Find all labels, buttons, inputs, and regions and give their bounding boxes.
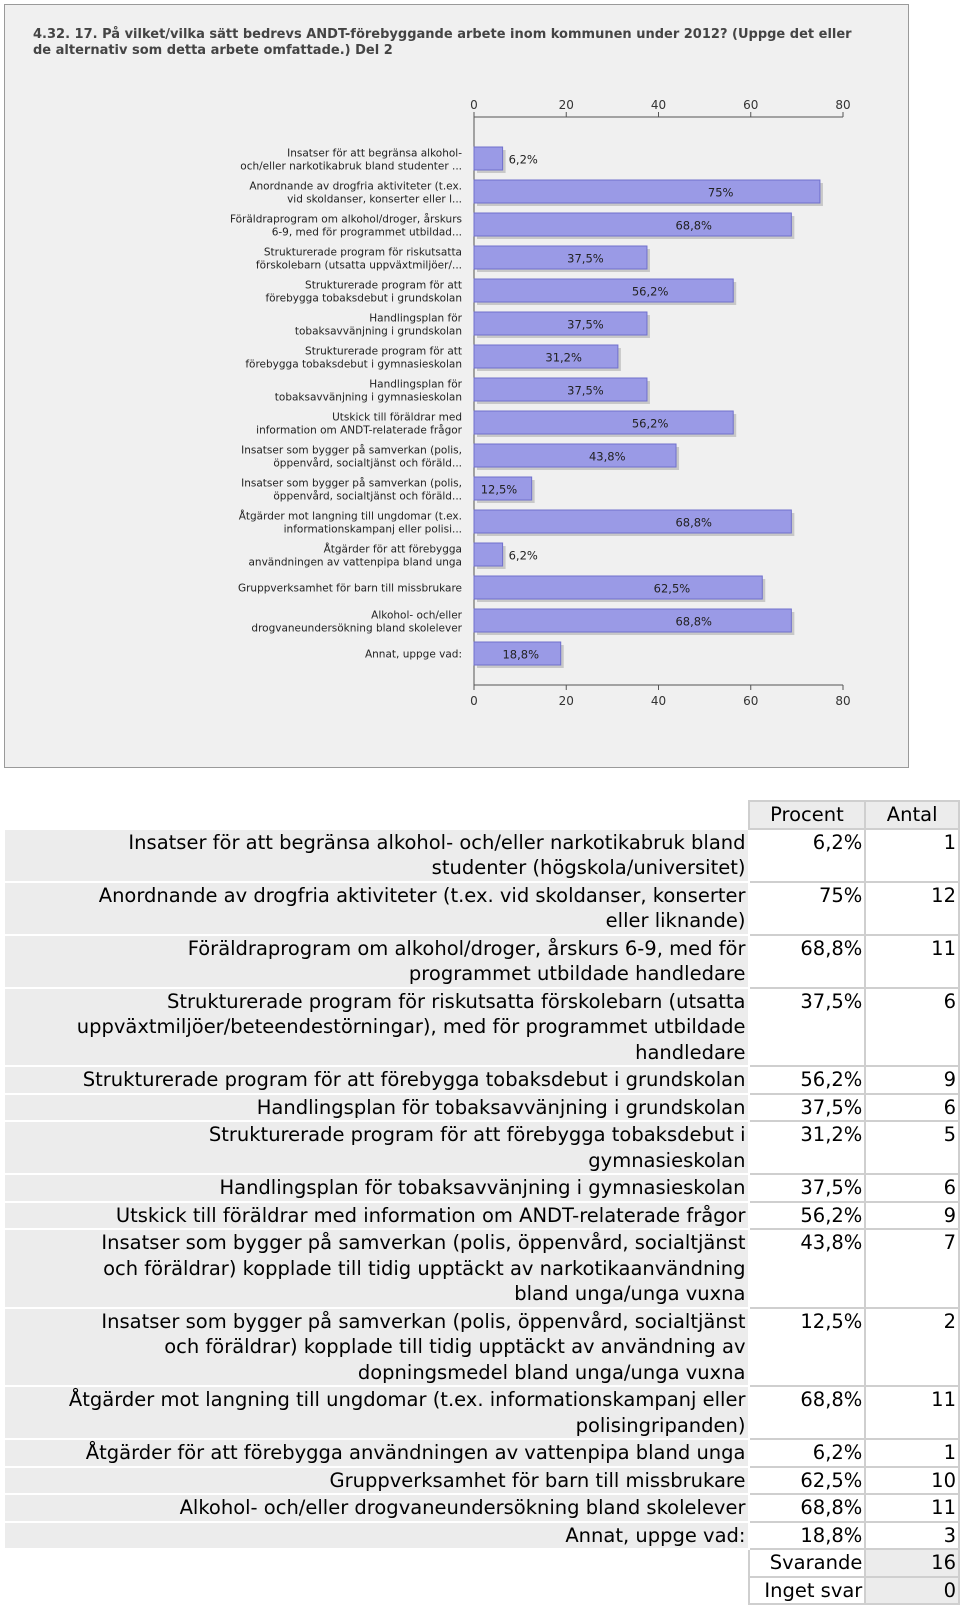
row-label-line: Insatser för att begränsa alkohol- och/eller narkotikabruk bland	[128, 830, 746, 854]
summary-value: 0	[865, 1577, 959, 1605]
category-label: öppenvård, socialtjänst och föräld...	[273, 490, 462, 503]
summary-row	[4, 1577, 959, 1605]
row-antal: 2	[865, 1308, 959, 1387]
bar	[474, 609, 791, 632]
bar-value-label: 62,5%	[653, 581, 691, 596]
row-label	[4, 1174, 749, 1202]
row-label-line: Föräldraprogram om alkohol/droger, årskurs 6-9, med för	[187, 936, 746, 960]
category-label: tobaksavvänjning i gymnasieskolan	[274, 391, 462, 404]
top-tick-label: 20	[558, 98, 574, 112]
row-label	[4, 1202, 749, 1230]
row-procent: 68,8%	[749, 1494, 866, 1522]
bar	[474, 213, 791, 236]
top-tick-label: 80	[835, 98, 851, 112]
row-procent: 6,2%	[749, 1439, 866, 1467]
row-label	[4, 1229, 749, 1308]
table-row	[4, 1522, 959, 1550]
row-antal: 1	[865, 1439, 959, 1467]
row-label-line: Insatser som bygger på samverkan (polis, öppenvård, socialtjänst	[101, 1309, 746, 1333]
table-row	[4, 1174, 959, 1202]
row-label	[4, 1439, 749, 1467]
category-label: tobaksavvänjning i grundskolan	[294, 325, 462, 338]
row-label	[4, 1386, 749, 1439]
bar-value-label: 43,8%	[588, 449, 626, 464]
bar-value-label: 31,2%	[545, 350, 582, 365]
bar-value-label: 75%	[707, 185, 734, 200]
row-antal: 7	[865, 1229, 959, 1308]
category-label: Alkohol- och/eller	[371, 609, 462, 622]
row-label	[4, 882, 749, 935]
header-procent: Procent	[749, 801, 866, 829]
bar-value-label: 68,8%	[675, 614, 713, 629]
bar-value-label: 56,2%	[631, 416, 669, 431]
row-procent: 56,2%	[749, 1066, 866, 1094]
row-label	[4, 1066, 749, 1094]
category-label: förskolebarn (utsatta uppväxtmiljöer/...	[255, 259, 462, 272]
row-antal: 6	[865, 1094, 959, 1122]
row-label-line: gymnasieskolan	[588, 1148, 746, 1172]
row-label-line: Gruppverksamhet för barn till missbrukare	[329, 1468, 746, 1492]
row-procent: 37,5%	[749, 1174, 866, 1202]
row-label-line: Handlingsplan för tobaksavvänjning i grundskolan	[256, 1095, 746, 1119]
data-table	[3, 800, 960, 1605]
bottom-tick-label: 40	[650, 694, 667, 708]
bar	[474, 246, 647, 269]
category-label: öppenvård, socialtjänst och föräld...	[273, 457, 462, 470]
row-label-line: Alkohol- och/eller drogvaneundersökning bland skolelever	[179, 1496, 746, 1519]
category-label: Insatser som bygger på samverkan (polis,	[241, 444, 462, 457]
row-label	[4, 1308, 749, 1387]
row-label-line: dopningsmedel bland unga/unga vuxna	[357, 1360, 746, 1384]
bar	[474, 411, 733, 434]
category-label: drogvaneundersökning bland skolelever	[251, 622, 462, 635]
row-label-line: uppväxtmiljöer/beteendestörningar), med för programmet utbildade	[76, 1015, 746, 1038]
category-label: förebygga tobaksdebut i grundskolan	[265, 292, 462, 305]
summary-blank-cell	[4, 1549, 749, 1577]
bar-value-label: 37,5%	[567, 317, 604, 332]
category-label: och/eller narkotikabruk bland studenter ...	[240, 160, 462, 173]
row-label-line: polisingripanden)	[575, 1413, 746, 1437]
category-label: information om ANDT-relaterade frågor	[256, 424, 462, 437]
table-row	[4, 1439, 959, 1467]
bottom-tick-label: 80	[835, 694, 851, 708]
row-procent: 68,8%	[749, 935, 866, 988]
bar-value-label: 68,8%	[675, 515, 713, 530]
header-antal: Antal	[865, 801, 959, 829]
summary-label: Inget svar	[749, 1577, 866, 1605]
row-label-line: Insatser som bygger på samverkan (polis, öppenvård, socialtjänst	[101, 1231, 746, 1254]
bottom-tick-label: 0	[470, 694, 478, 708]
top-tick-label: 0	[470, 98, 478, 112]
row-antal: 11	[865, 935, 959, 988]
row-procent: 62,5%	[749, 1467, 866, 1495]
bar-value-label: 37,5%	[567, 251, 604, 266]
chart-title: 4.32. 17. På vilket/vilka sätt bedrevs ANDT-förebyggande arbete inom kommunen under 2012? (Uppge det eller de alternativ som detta arbete omfattade.) Del 2	[33, 27, 852, 58]
row-label-line: och föräldrar) kopplade till tidig upptäckt av narkotikaanvändning	[103, 1256, 746, 1280]
table-row	[4, 1229, 959, 1308]
category-label: 6-9, med för programmet utbildad...	[271, 226, 462, 239]
table-row	[4, 1094, 959, 1122]
category-label: informationskampanj eller polisi...	[283, 523, 462, 536]
table-row	[4, 988, 959, 1067]
bar-value-label: 56,2%	[631, 284, 669, 299]
category-label: Strukturerade program för att	[305, 279, 462, 292]
category-label: Handlingsplan för	[369, 312, 462, 325]
bar	[474, 378, 647, 401]
bar	[474, 543, 503, 566]
row-antal: 6	[865, 988, 959, 1067]
bar-value-label: 68,8%	[675, 218, 713, 233]
table-row	[4, 1494, 959, 1522]
row-antal: 1	[865, 829, 959, 882]
bar	[474, 279, 733, 302]
category-label: Insatser som bygger på samverkan (polis,	[241, 477, 462, 490]
row-procent: 37,5%	[749, 988, 866, 1067]
row-label-line: Strukturerade program för att förebygga tobaksdebut i	[208, 1123, 746, 1146]
row-procent: 12,5%	[749, 1308, 866, 1387]
table-row	[4, 1066, 959, 1094]
row-label	[4, 988, 749, 1067]
row-label-line: handledare	[635, 1040, 746, 1064]
bar-value-label: 12,5%	[480, 482, 518, 497]
bar-chart	[5, 5, 908, 767]
row-procent: 31,2%	[749, 1121, 866, 1174]
row-procent: 6,2%	[749, 829, 866, 882]
summary-label: Svarande	[749, 1549, 866, 1577]
row-antal: 10	[865, 1467, 959, 1495]
bar-value-label: 6,2%	[508, 548, 538, 563]
row-label	[4, 935, 749, 988]
category-label: användningen av vattenpipa bland unga	[248, 556, 462, 569]
category-label: Insatser för att begränsa alkohol-	[287, 147, 462, 160]
row-antal: 11	[865, 1494, 959, 1522]
row-label-line: Åtgärder mot langning till ungdomar (t.ex. informationskampanj eller	[68, 1388, 746, 1411]
category-label: Handlingsplan för	[369, 378, 462, 391]
row-label-line: programmet utbildade handledare	[408, 962, 746, 985]
table-row	[4, 1467, 959, 1495]
row-label	[4, 1494, 749, 1522]
table-row	[4, 1202, 959, 1230]
row-label	[4, 1467, 749, 1495]
table-row	[4, 1121, 959, 1174]
row-label	[4, 1094, 749, 1122]
header-blank-cell	[4, 801, 749, 829]
row-procent: 18,8%	[749, 1522, 866, 1550]
table-row	[4, 1308, 959, 1387]
row-antal: 11	[865, 1386, 959, 1439]
row-antal: 12	[865, 882, 959, 935]
summary-value: 16	[865, 1549, 959, 1577]
row-procent: 43,8%	[749, 1229, 866, 1308]
bar	[474, 576, 762, 599]
row-antal: 9	[865, 1066, 959, 1094]
bar	[474, 312, 647, 335]
bar-value-label: 37,5%	[567, 383, 604, 398]
bar	[474, 147, 503, 170]
row-label	[4, 1121, 749, 1174]
row-label-line: bland unga/unga vuxna	[514, 1282, 746, 1305]
row-antal: 5	[865, 1121, 959, 1174]
row-label-line: Strukturerade program för riskutsatta förskolebarn (utsatta	[166, 989, 746, 1013]
row-procent: 68,8%	[749, 1386, 866, 1439]
category-label: Strukturerade program för att	[305, 345, 462, 358]
row-label-line: Annat, uppge vad:	[565, 1523, 746, 1547]
row-label-line: studenter (högskola/universitet)	[431, 856, 746, 879]
row-label-line: och föräldrar) kopplade till tidig upptäckt av användning av	[164, 1335, 746, 1358]
bar	[474, 510, 791, 533]
row-label	[4, 1522, 749, 1550]
table-header-row	[4, 801, 959, 829]
category-label: förebygga tobaksdebut i gymnasieskolan	[245, 358, 462, 371]
category-label: Åtgärder för att förebygga	[323, 543, 462, 556]
row-antal: 9	[865, 1202, 959, 1230]
top-tick-label: 40	[650, 98, 667, 112]
bottom-tick-label: 20	[558, 694, 574, 708]
table-row	[4, 829, 959, 882]
bar-value-label: 18,8%	[502, 647, 540, 662]
category-label: Gruppverksamhet för barn till missbrukare	[237, 582, 462, 595]
bar	[474, 444, 676, 467]
category-label: vid skoldanser, konserter eller l...	[287, 193, 462, 206]
row-antal: 3	[865, 1522, 959, 1550]
summary-blank-cell	[4, 1577, 749, 1605]
table-row	[4, 1386, 959, 1439]
row-procent: 56,2%	[749, 1202, 866, 1230]
category-label: Annat, uppge vad:	[364, 648, 462, 661]
category-label: Anordnande av drogfria aktiviteter (t.ex.	[249, 180, 462, 193]
category-label: Strukturerade program för riskutsatta	[263, 246, 462, 259]
bar-value-label: 6,2%	[508, 152, 538, 167]
category-label: Föräldraprogram om alkohol/droger, årskurs	[229, 213, 462, 226]
table-body	[4, 829, 959, 1605]
top-tick-label: 60	[743, 98, 759, 112]
summary-row	[4, 1549, 959, 1577]
row-label-line: Anordnande av drogfria aktiviteter (t.ex. vid skoldanser, konserter	[98, 883, 746, 907]
row-label	[4, 829, 749, 882]
row-label-line: Strukturerade program för att förebygga tobaksdebut i grundskolan	[82, 1068, 746, 1091]
row-antal: 6	[865, 1174, 959, 1202]
row-label-line: Handlingsplan för tobaksavvänjning i gymnasieskolan	[219, 1176, 746, 1199]
category-label: Åtgärder mot langning till ungdomar (t.ex.	[238, 510, 462, 523]
bottom-tick-label: 60	[743, 694, 759, 708]
row-procent: 37,5%	[749, 1094, 866, 1122]
bar	[474, 180, 820, 203]
category-label: Utskick till föräldrar med	[332, 411, 462, 424]
row-label-line: eller liknande)	[605, 909, 746, 932]
chart-panel	[4, 4, 909, 768]
table-row	[4, 882, 959, 935]
row-label-line: Utskick till föräldrar med information om ANDT-relaterade frågor	[115, 1203, 746, 1227]
table-row	[4, 935, 959, 988]
row-label-line: Åtgärder för att förebygga användningen av vattenpipa bland unga	[85, 1441, 746, 1464]
row-procent: 75%	[749, 882, 866, 935]
